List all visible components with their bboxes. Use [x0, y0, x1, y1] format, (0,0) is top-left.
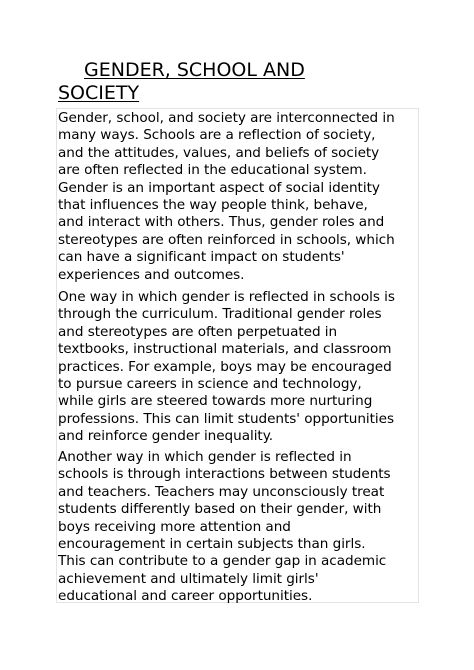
paragraph-line: can have a significant impact on students'	[58, 249, 345, 266]
paragraph-line: stereotypes are often reinforced in schools, which	[58, 231, 395, 248]
paragraph-line: professions. This can limit students' opportunities	[58, 410, 394, 427]
title-line-2: SOCIETY	[58, 82, 140, 104]
paragraph-line: and teachers. Teachers may unconsciously treat	[58, 483, 385, 500]
paragraph-line: and the attitudes, values, and beliefs of society	[58, 144, 380, 161]
paragraph-line: encouragement in certain subjects than girls.	[58, 536, 366, 553]
paragraph-line: experiences and outcomes.	[58, 266, 245, 283]
paragraph-line: schools is through interactions between students	[58, 466, 391, 483]
paragraph-line: textbooks, instructional materials, and classroom	[58, 341, 392, 358]
paragraph-line: students differently based on their gender, with	[58, 501, 382, 518]
paragraph-line: Gender, school, and society are interconnected in	[58, 110, 395, 126]
paragraph-line: practices. For example, boys may be encouraged	[58, 358, 392, 375]
paragraph-1	[58, 110, 420, 284]
document-title	[58, 59, 358, 105]
paragraph-line: are often reflected in the educational system.	[58, 162, 367, 179]
paragraph-3	[58, 449, 420, 606]
paragraph-line: through the curriculum. Traditional gender roles	[58, 306, 382, 323]
paragraph-line: achievement and ultimately limit girls'	[58, 570, 319, 587]
paragraph-line: This can contribute to a gender gap in academic	[58, 553, 387, 570]
paragraph-line: One way in which gender is reflected in schools is	[58, 289, 395, 305]
paragraph-line: and reinforce gender inequality.	[58, 428, 274, 445]
paragraph-2	[58, 289, 420, 446]
paragraph-line: Another way in which gender is reflected in	[58, 449, 352, 465]
paragraph-line: many ways. Schools are a reflection of society,	[58, 127, 376, 144]
paragraph-line: while girls are steered towards more nurturing	[58, 393, 373, 410]
title-line-1: GENDER, SCHOOL AND	[84, 59, 305, 81]
paragraph-line: educational and career opportunities.	[58, 588, 313, 605]
paragraph-line: and interact with others. Thus, gender roles and	[58, 214, 385, 231]
paragraph-line: Gender is an important aspect of social identity	[58, 179, 380, 196]
paragraph-line: that influences the way people think, behave,	[58, 197, 368, 214]
paragraph-line: boys receiving more attention and	[58, 518, 291, 535]
paragraph-line: to pursue careers in science and technology,	[58, 376, 362, 393]
paragraph-line: and stereotypes are often perpetuated in	[58, 323, 338, 340]
